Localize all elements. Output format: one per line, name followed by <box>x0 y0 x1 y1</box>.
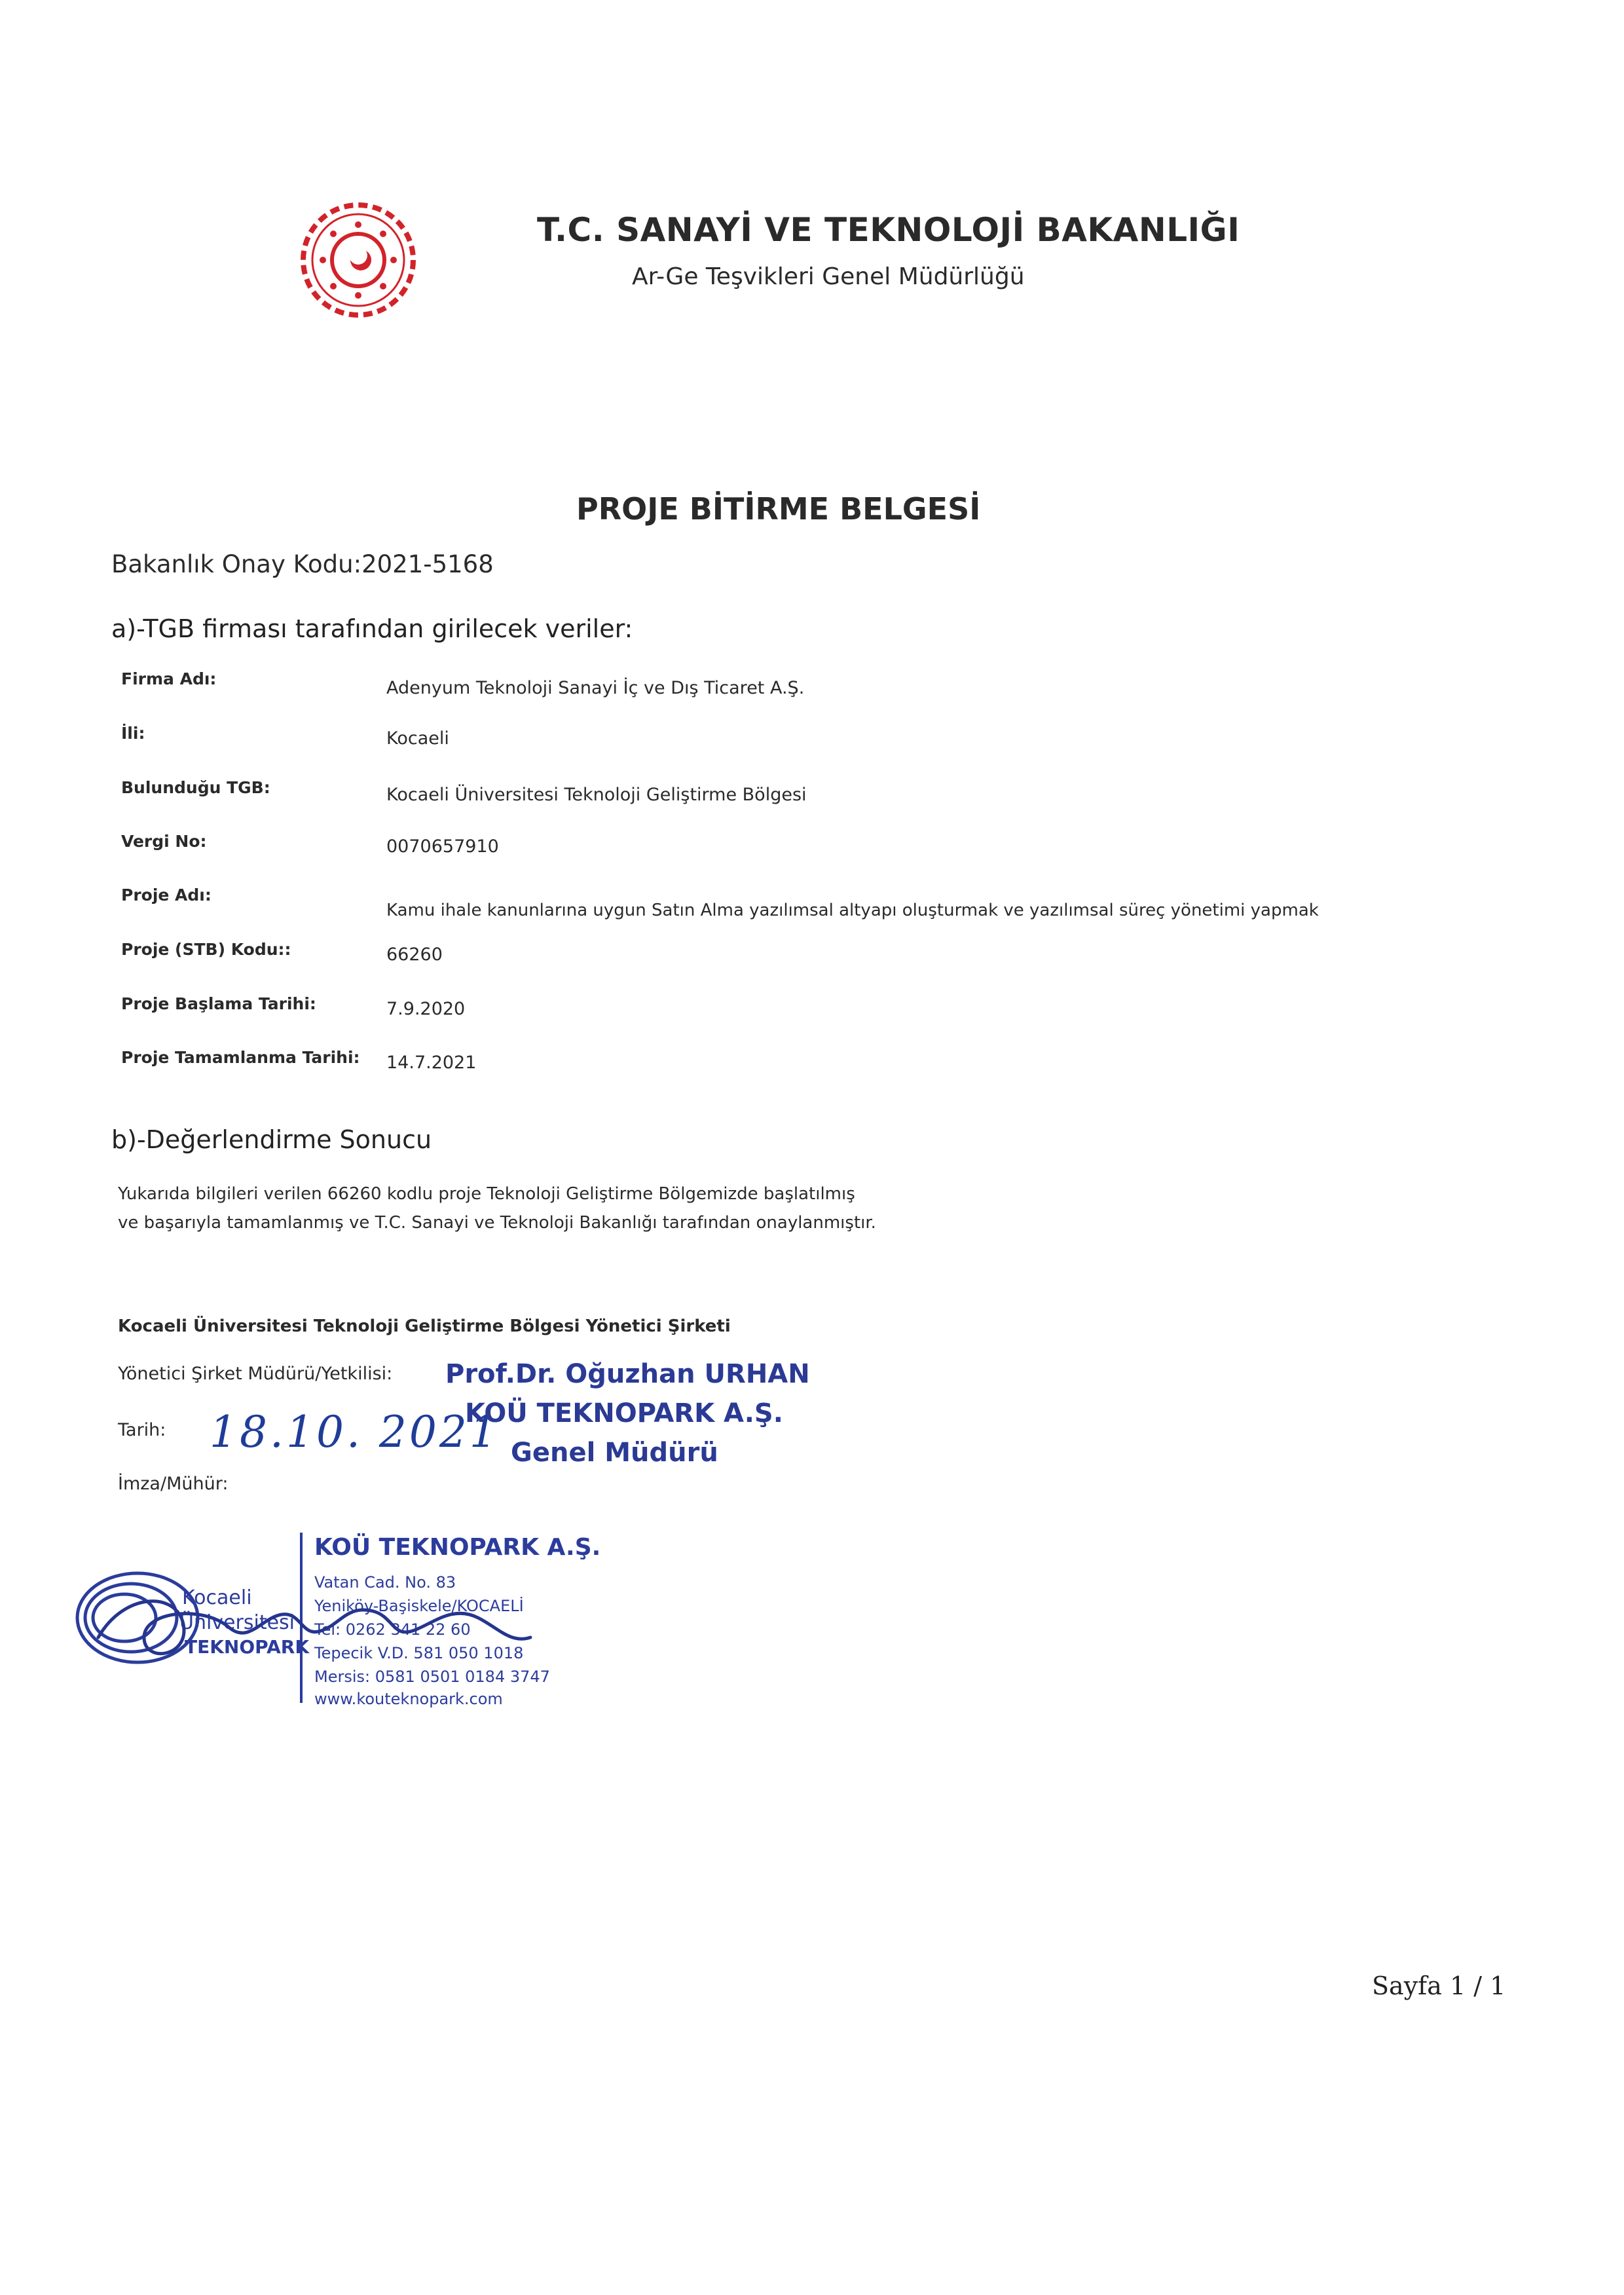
field-label-il: İli: <box>121 724 145 743</box>
result-text-line2: ve başarıyla tamamlanmış ve T.C. Sanayi ve Teknoloji Bakanlığı tarafından onaylanmıştır. <box>118 1213 876 1233</box>
name-stamp-line2: KOÜ TEKNOPARK A.Ş. <box>465 1398 783 1428</box>
section-b-heading: b)-Değerlendirme Sonucu <box>111 1125 432 1154</box>
field-label-tamamlanma: Proje Tamamlanma Tarihi: <box>121 1048 360 1067</box>
handwritten-signature-icon <box>85 1565 544 1677</box>
directorate-title: Ar-Ge Teşvikleri Genel Müdürlüğü <box>632 263 1025 290</box>
document-title: PROJE BİTİRME BELGESİ <box>576 491 981 527</box>
manager-label: Yönetici Şirket Müdürü/Yetkilisi: <box>118 1364 393 1384</box>
approval-code: Bakanlık Onay Kodu:2021-5168 <box>111 550 494 578</box>
field-value-tamamlanma: 14.7.2021 <box>386 1053 477 1073</box>
ministry-logo <box>298 200 419 321</box>
name-stamp-line1: Prof.Dr. Oğuzhan URHAN <box>445 1359 810 1389</box>
seal-label: İmza/Mühür: <box>118 1474 229 1494</box>
company-stamp-line4: Tepecik V.D. 581 050 1018 <box>314 1644 524 1662</box>
name-stamp-line3: Genel Müdürü <box>511 1438 718 1468</box>
field-value-firma: Adenyum Teknoloji Sanayi İç ve Dış Ticaret A.Ş. <box>386 678 805 698</box>
field-value-tgb: Kocaeli Üniversitesi Teknoloji Geliştirme Bölgesi <box>386 785 807 805</box>
field-value-baslama: 7.9.2020 <box>386 999 466 1019</box>
company-stamp-line6: www.kouteknopark.com <box>314 1690 503 1708</box>
field-label-tgb: Bulunduğu TGB: <box>121 778 270 797</box>
result-text-line1: Yukarıda bilgileri verilen 66260 kodlu proje Teknoloji Geliştirme Bölgemizde başlatılmış <box>118 1184 855 1204</box>
round-stamp-line1: Kocaeli <box>182 1586 252 1609</box>
field-value-proje-adi: Kamu ihale kanunlarına uygun Satın Alma yazılımsal altyapı oluşturmak ve yazılımsal süreç yönetimi yapmak <box>386 901 1319 920</box>
field-label-proje-adi: Proje Adı: <box>121 886 212 905</box>
company-stamp-line1: Vatan Cad. No. 83 <box>314 1573 456 1592</box>
company-stamp-title: KOÜ TEKNOPARK A.Ş. <box>314 1534 601 1561</box>
round-stamp-line3: TEKNOPARK <box>185 1636 310 1658</box>
company-stamp-line2: Yeniköy-Başiskele/KOCAELİ <box>314 1597 524 1615</box>
round-stamp-line2: Üniversitesi <box>179 1611 295 1634</box>
field-label-stb-kodu: Proje (STB) Kodu:: <box>121 940 291 959</box>
handwritten-date: 18.10. 2021 <box>210 1407 500 1457</box>
field-label-firma: Firma Adı: <box>121 669 217 688</box>
managing-company: Kocaeli Üniversitesi Teknoloji Geliştirme Bölgesi Yönetici Şirketi <box>118 1316 731 1336</box>
field-value-vergi: 0070657910 <box>386 836 499 857</box>
field-value-il: Kocaeli <box>386 728 449 749</box>
field-value-stb-kodu: 66260 <box>386 944 443 965</box>
field-label-baslama: Proje Başlama Tarihi: <box>121 994 316 1013</box>
date-label: Tarih: <box>118 1420 166 1440</box>
field-label-vergi: Vergi No: <box>121 832 207 851</box>
company-stamp-line5: Mersis: 0581 0501 0184 3747 <box>314 1668 550 1686</box>
section-a-heading: a)-TGB firması tarafından girilecek veriler: <box>111 614 633 643</box>
ministry-title: T.C. SANAYİ VE TEKNOLOJİ BAKANLIĞI <box>537 211 1240 249</box>
company-stamp-line3: Tel: 0262 341 22 60 <box>314 1620 471 1639</box>
page-number: Sayfa 1 / 1 <box>1372 1971 1506 2000</box>
